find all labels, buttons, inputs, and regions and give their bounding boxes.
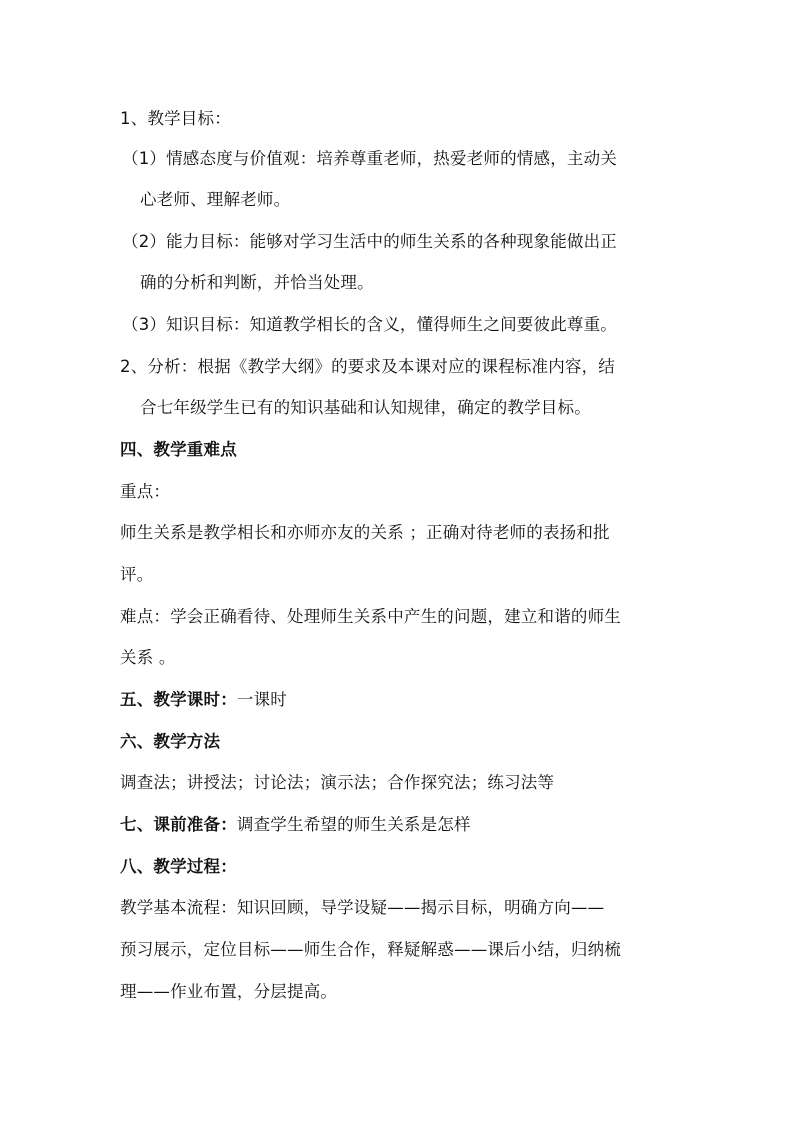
objective-emotion: （1）情感态度与价值观：培养尊重老师，热爱老师的情感，主动关 <box>122 149 617 168</box>
section-prep-value: 调查学生希望的师生关系是怎样 <box>236 815 471 834</box>
process-flow-text: 教学基本流程：知识回顾，导学设疑——揭示目标，明确方向—— <box>120 898 605 917</box>
objectives-heading: 1、教学目标： <box>120 109 231 128</box>
analysis-paragraph: 2、分析：根据《教学大纲》的要求及本课对应的课程标准内容，结 <box>120 357 615 376</box>
section-key-difficult-heading: 四、教学重难点 <box>120 440 237 459</box>
process-flow-text-cont1: 预习展示，定位目标——师生合作，释疑解惑——课后小结，归纳梳 <box>120 940 621 959</box>
key-point-text: 师生关系是教学相长和亦师亦友的关系 ；正确对待老师的表扬和批 <box>120 523 610 542</box>
section-hours-value: 一课时 <box>236 690 288 709</box>
section-hours <box>120 689 287 711</box>
difficult-point-text-cont: 关系 。 <box>120 648 176 667</box>
section-process-heading: 八、教学过程： <box>120 857 237 876</box>
section-hours-label: 五、教学课时： <box>120 690 237 709</box>
section-methods-heading: 六、教学方法 <box>120 732 221 751</box>
section-prep <box>120 814 471 836</box>
methods-text: 调查法；讲授法；讨论法；演示法；合作探究法；练习法等 <box>120 773 555 792</box>
objective-emotion-cont: 心老师、理解老师。 <box>140 190 291 209</box>
objective-ability: （2）能力目标：能够对学习生活中的师生关系的各种现象能做出正 <box>122 232 617 251</box>
key-point-label: 重点： <box>120 482 171 501</box>
objective-knowledge: （3）知识目标：知道教学相长的含义，懂得师生之间要彼此尊重。 <box>122 315 617 334</box>
section-prep-label: 七、课前准备： <box>120 815 237 834</box>
analysis-paragraph-cont: 合七年级学生已有的知识基础和认知规律，确定的教学目标。 <box>140 398 591 417</box>
objective-ability-cont: 确的分析和判断，并恰当处理。 <box>140 273 374 292</box>
process-flow-text-cont2: 理——作业布置，分层提高。 <box>120 982 338 1001</box>
key-point-text-cont: 评。 <box>120 565 154 584</box>
difficult-point-text: 难点：学会正确看待、处理师生关系中产生的问题，建立和谐的师生 <box>120 607 621 626</box>
